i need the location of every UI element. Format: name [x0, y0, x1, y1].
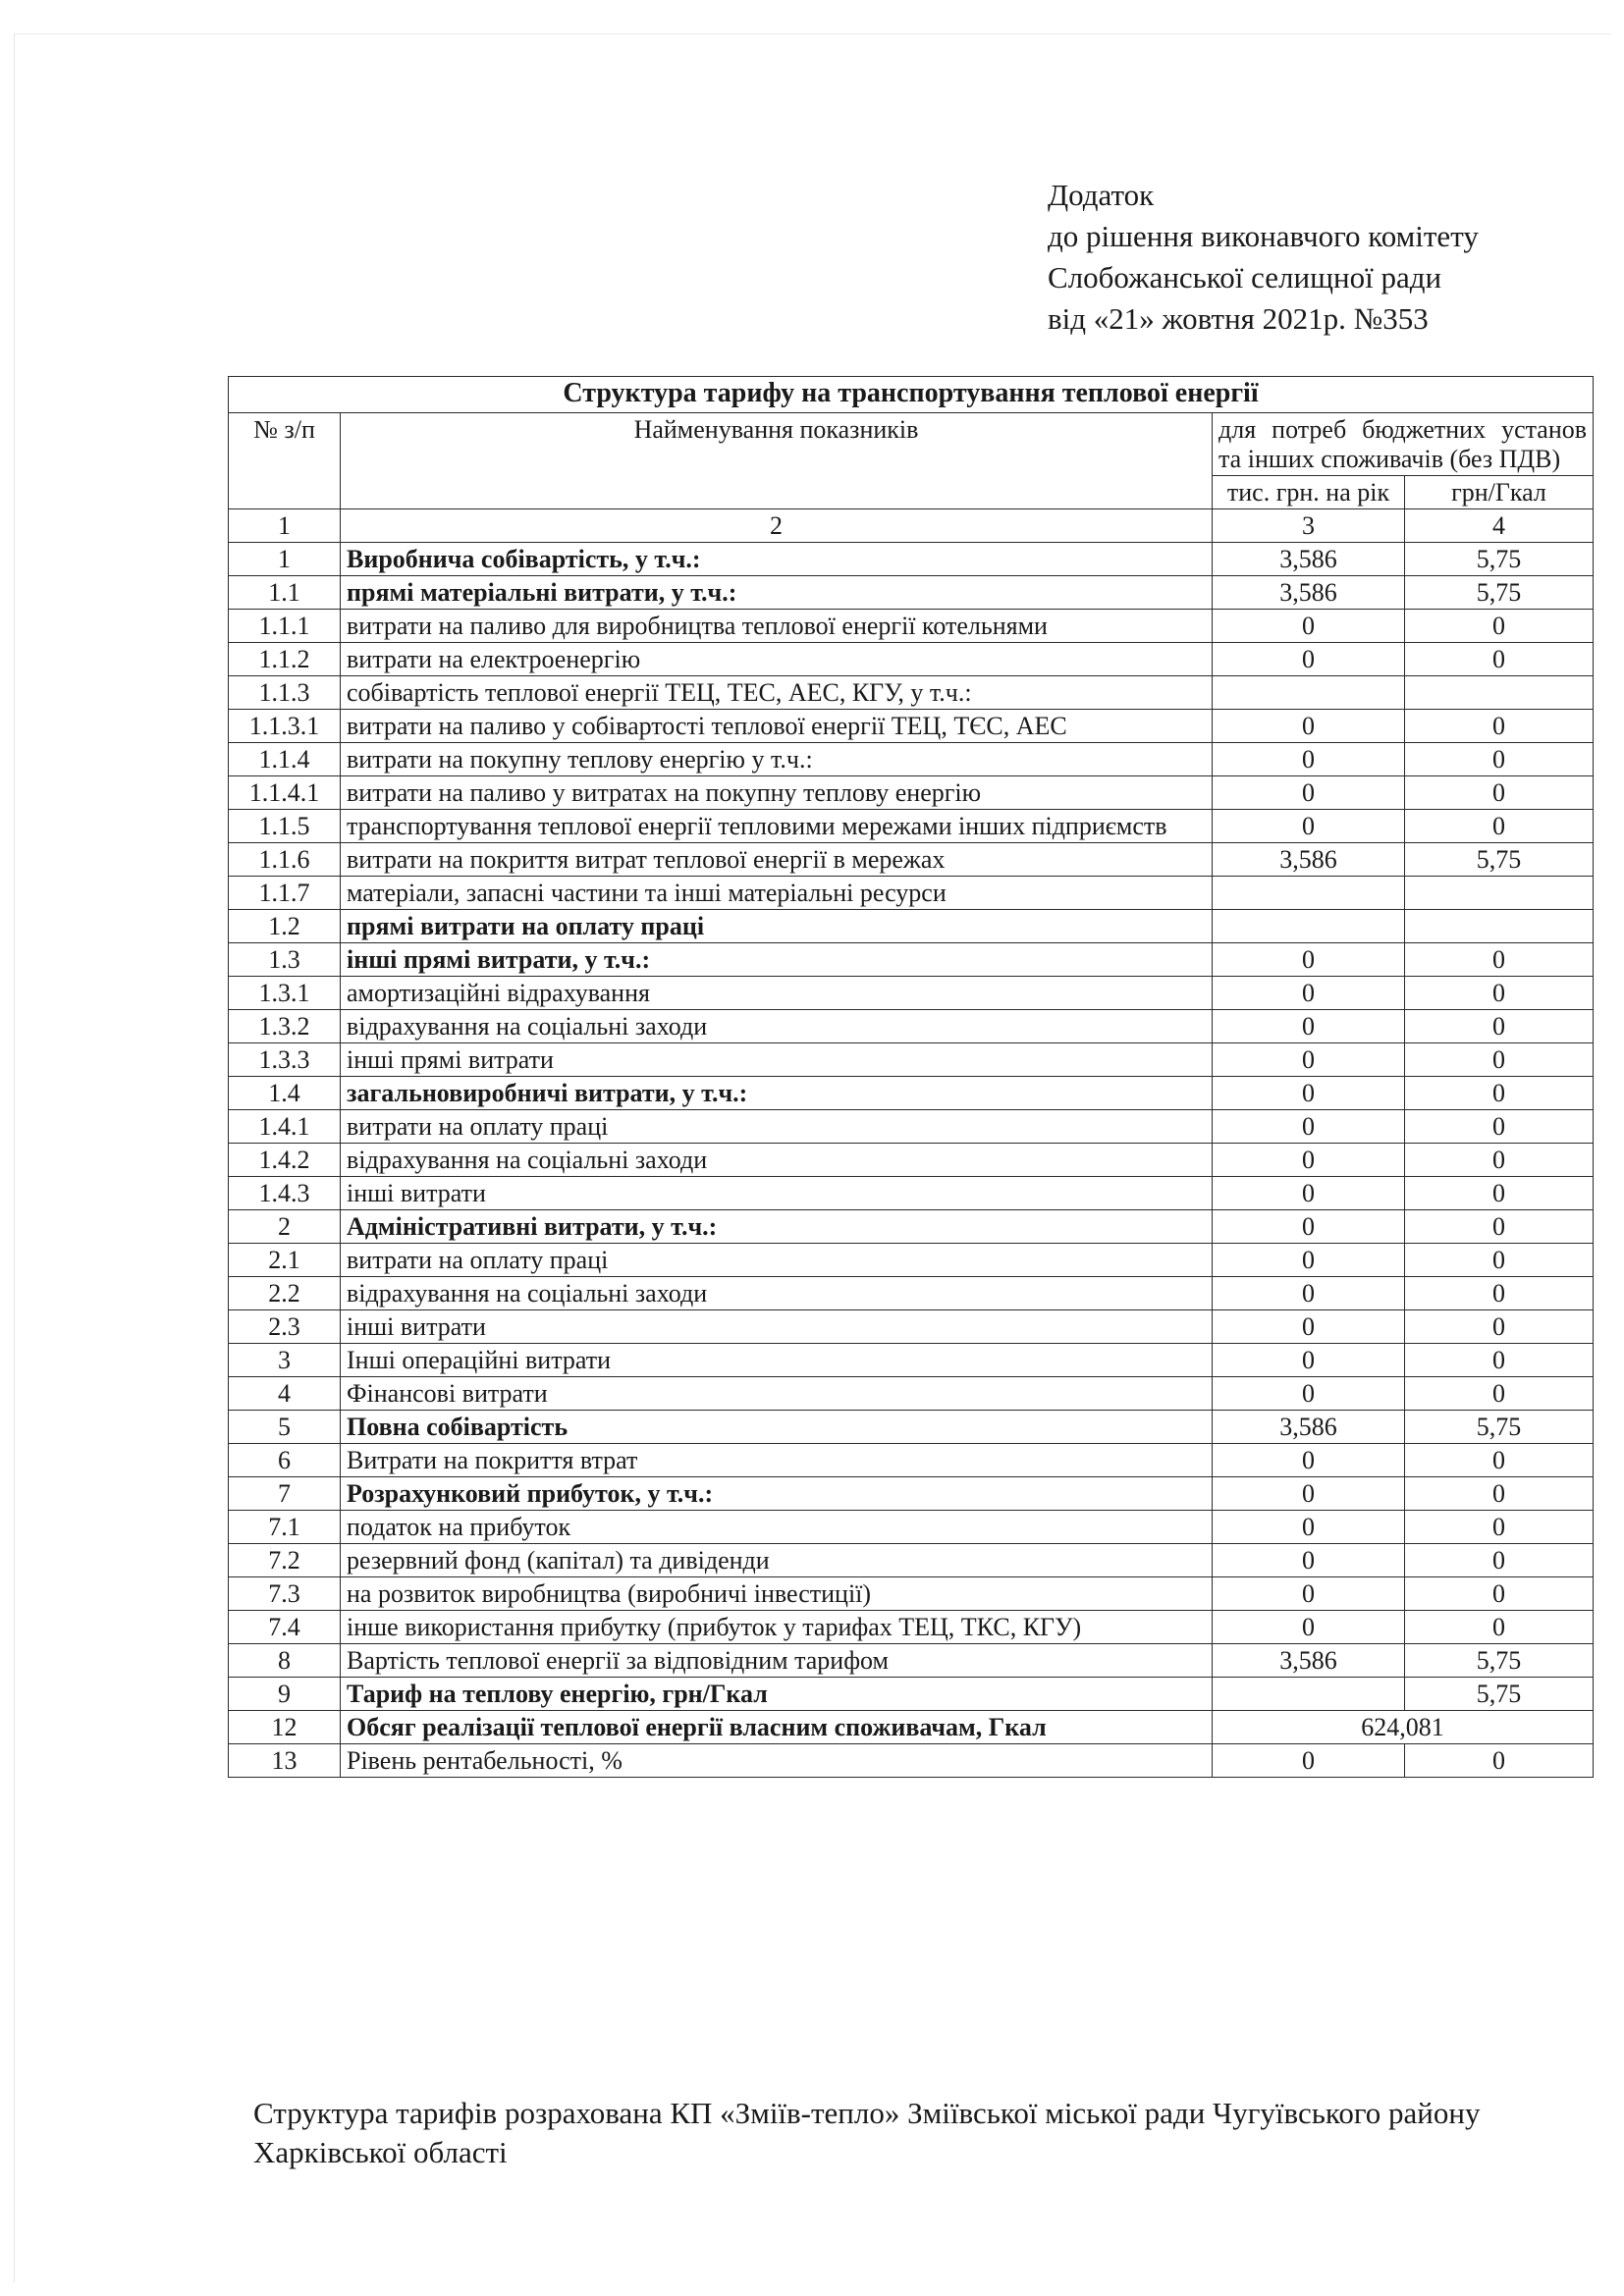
row-number: 12: [229, 1711, 341, 1744]
value-thousand-uah: 0: [1213, 1377, 1405, 1411]
value-uah-per-gcal: 0: [1405, 1511, 1594, 1544]
row-number: 2.2: [229, 1277, 341, 1310]
value-thousand-uah: 3,586: [1213, 843, 1405, 877]
table-row: [229, 1711, 1594, 1744]
value-thousand-uah: [1213, 910, 1405, 943]
value-uah-per-gcal: [1405, 877, 1594, 910]
tariff-structure-table: [228, 376, 1594, 1778]
row-number: 7: [229, 1477, 341, 1511]
row-number: 1.2: [229, 910, 341, 943]
table-row: [229, 576, 1594, 610]
table-header-row: [229, 413, 1594, 476]
value-uah-per-gcal: 0: [1405, 1611, 1594, 1644]
value-thousand-uah: [1213, 676, 1405, 710]
row-number: 1.4: [229, 1077, 341, 1110]
annex-line: Слобожанської селищної ради: [1048, 260, 1442, 294]
value-uah-per-gcal: 0: [1405, 1744, 1594, 1778]
table-row: [229, 877, 1594, 910]
annex-header: [1048, 175, 1479, 340]
row-number: 1.1.1: [229, 610, 341, 643]
value-thousand-uah: 0: [1213, 1144, 1405, 1177]
table-row: [229, 676, 1594, 710]
value-thousand-uah: [1213, 877, 1405, 910]
table-row: [229, 1043, 1594, 1077]
indicator-name: витрати на покриття витрат теплової енергії в мережах: [341, 843, 1213, 877]
column-number: 1: [229, 509, 341, 543]
indicator-name: амортизаційні відрахування: [341, 977, 1213, 1010]
value-uah-per-gcal: 0: [1405, 1010, 1594, 1043]
table-row: [229, 1077, 1594, 1110]
indicator-name: витрати на оплату праці: [341, 1110, 1213, 1144]
table-row: [229, 1377, 1594, 1411]
row-number: 2.1: [229, 1244, 341, 1277]
value-uah-per-gcal: 0: [1405, 776, 1594, 810]
value-thousand-uah: [1213, 1678, 1405, 1711]
value-uah-per-gcal: 0: [1405, 943, 1594, 977]
indicator-name: Рівень рентабельності, %: [341, 1744, 1213, 1778]
value-uah-per-gcal: 0: [1405, 643, 1594, 676]
table-row: [229, 810, 1594, 843]
table-row: [229, 1144, 1594, 1177]
indicator-name: витрати на паливо у собівартості теплової енергії ТЕЦ, ТЄС, АЕС: [341, 710, 1213, 743]
indicator-name: прямі витрати на оплату праці: [341, 910, 1213, 943]
value-uah-per-gcal: 0: [1405, 1277, 1594, 1310]
indicator-name: собівартість теплової енергії ТЕЦ, ТЕС, АЕС, КГУ, у т.ч.:: [341, 676, 1213, 710]
row-number: 1.1.2: [229, 643, 341, 676]
table-row: [229, 1411, 1594, 1444]
indicator-name: витрати на оплату праці: [341, 1244, 1213, 1277]
value-thousand-uah: 0: [1213, 1544, 1405, 1577]
row-number: 1.1.3: [229, 676, 341, 710]
value-thousand-uah: 0: [1213, 810, 1405, 843]
value-uah-per-gcal: 5,75: [1405, 1644, 1594, 1678]
indicator-name: Вартість теплової енергії за відповідним тарифом: [341, 1644, 1213, 1678]
row-number: 1.4.3: [229, 1177, 341, 1210]
value-thousand-uah: 0: [1213, 1511, 1405, 1544]
row-number: 13: [229, 1744, 341, 1778]
indicator-name: Розрахунковий прибуток, у т.ч.:: [341, 1477, 1213, 1511]
value-uah-per-gcal: 0: [1405, 710, 1594, 743]
indicator-name: відрахування на соціальні заходи: [341, 1144, 1213, 1177]
value-thousand-uah: 0: [1213, 977, 1405, 1010]
value-thousand-uah: 0: [1213, 643, 1405, 676]
indicator-name: витрати на електроенергію: [341, 643, 1213, 676]
value-uah-per-gcal: 0: [1405, 1077, 1594, 1110]
column-number: 2: [341, 509, 1213, 543]
value-thousand-uah: 0: [1213, 1210, 1405, 1244]
value-thousand-uah: 0: [1213, 1043, 1405, 1077]
table-row: [229, 776, 1594, 810]
table-row: [229, 843, 1594, 877]
indicator-name: відрахування на соціальні заходи: [341, 1010, 1213, 1043]
row-number: 1.3: [229, 943, 341, 977]
value-thousand-uah: 0: [1213, 743, 1405, 776]
row-number: 4: [229, 1377, 341, 1411]
row-number: 1.3.3: [229, 1043, 341, 1077]
table-row: [229, 977, 1594, 1010]
table-row: [229, 1344, 1594, 1377]
value-uah-per-gcal: [1405, 676, 1594, 710]
value-thousand-uah: 0: [1213, 776, 1405, 810]
value-uah-per-gcal: 0: [1405, 1377, 1594, 1411]
table-row: [229, 1010, 1594, 1043]
annex-date-number: від «21» жовтня 2021р. №353: [1048, 301, 1429, 336]
table-row: [229, 1444, 1594, 1477]
indicator-name: відрахування на соціальні заходи: [341, 1277, 1213, 1310]
value-thousand-uah: 3,586: [1213, 543, 1405, 576]
value-uah-per-gcal: 5,75: [1405, 1411, 1594, 1444]
value-thousand-uah: 0: [1213, 1110, 1405, 1144]
row-number: 8: [229, 1644, 341, 1678]
row-number: 5: [229, 1411, 341, 1444]
value-thousand-uah: 0: [1213, 1744, 1405, 1778]
value-thousand-uah: 0: [1213, 1277, 1405, 1310]
value-uah-per-gcal: 0: [1405, 1043, 1594, 1077]
value-uah-per-gcal: 0: [1405, 1544, 1594, 1577]
row-number: 1.4.1: [229, 1110, 341, 1144]
table-row: [229, 1310, 1594, 1344]
value-thousand-uah: 0: [1213, 1310, 1405, 1344]
value-thousand-uah: 0: [1213, 1344, 1405, 1377]
table-row: [229, 1511, 1594, 1544]
table-row: [229, 1577, 1594, 1611]
header-consumer-group: для потреб бюджетних установ та інших споживачів (без ПДВ): [1213, 413, 1594, 476]
value-uah-per-gcal: 0: [1405, 1110, 1594, 1144]
indicator-name: інші прямі витрати: [341, 1043, 1213, 1077]
table-caption-row: [229, 377, 1594, 413]
row-number: 7.3: [229, 1577, 341, 1611]
value-thousand-uah: 0: [1213, 1477, 1405, 1511]
indicator-name: витрати на покупну теплову енергію у т.ч.:: [341, 743, 1213, 776]
indicator-name: Інші операційні витрати: [341, 1344, 1213, 1377]
header-number: № з/п: [229, 413, 341, 509]
indicator-name: загальновиробничі витрати, у т.ч.:: [341, 1077, 1213, 1110]
sales-volume-value: 624,081: [1213, 1711, 1594, 1744]
indicator-name: прямі матеріальні витрати, у т.ч.:: [341, 576, 1213, 610]
row-number: 7.4: [229, 1611, 341, 1644]
row-number: 1.1: [229, 576, 341, 610]
footer-note: Структура тарифів розрахована КП «Зміїв-тепло» Зміївської міської ради Чугуївського району Харківської області: [253, 2096, 1481, 2169]
table-caption: Структура тарифу на транспортування теплової енергії: [229, 377, 1594, 413]
value-thousand-uah: 0: [1213, 1577, 1405, 1611]
header-thousand-uah-per-year: тис. грн. на рік: [1213, 476, 1405, 509]
indicator-name: інше використання прибутку (прибуток у тарифах ТЕЦ, ТКС, КГУ): [341, 1611, 1213, 1644]
table-row: [229, 1177, 1594, 1210]
indicator-name: Повна собівартість: [341, 1411, 1213, 1444]
indicator-name: Фінансові витрати: [341, 1377, 1213, 1411]
indicator-name: Обсяг реалізації теплової енергії власним споживачам, Гкал: [341, 1711, 1213, 1744]
value-uah-per-gcal: 5,75: [1405, 543, 1594, 576]
table-row: [229, 943, 1594, 977]
indicator-name: транспортування теплової енергії тепловими мережами інших підприємств: [341, 810, 1213, 843]
table-row: [229, 1477, 1594, 1511]
row-number: 1.1.6: [229, 843, 341, 877]
indicator-name: податок на прибуток: [341, 1511, 1213, 1544]
value-uah-per-gcal: 0: [1405, 977, 1594, 1010]
row-number: 1.3.2: [229, 1010, 341, 1043]
header-uah-per-gcal: грн/Гкал: [1405, 476, 1594, 509]
row-number: 1.4.2: [229, 1144, 341, 1177]
value-thousand-uah: 0: [1213, 610, 1405, 643]
table-row: [229, 1644, 1594, 1678]
value-uah-per-gcal: 0: [1405, 810, 1594, 843]
table-row: [229, 1678, 1594, 1711]
row-number: 2: [229, 1210, 341, 1244]
value-uah-per-gcal: 5,75: [1405, 843, 1594, 877]
column-number: 4: [1405, 509, 1594, 543]
value-uah-per-gcal: 5,75: [1405, 1678, 1594, 1711]
value-uah-per-gcal: 0: [1405, 1344, 1594, 1377]
value-uah-per-gcal: 0: [1405, 1310, 1594, 1344]
value-thousand-uah: 0: [1213, 710, 1405, 743]
indicator-name: Витрати на покриття втрат: [341, 1444, 1213, 1477]
value-thousand-uah: 0: [1213, 1611, 1405, 1644]
row-number: 1.3.1: [229, 977, 341, 1010]
value-thousand-uah: 3,586: [1213, 1644, 1405, 1678]
table-row: [229, 1210, 1594, 1244]
table-row: [229, 1244, 1594, 1277]
row-number: 1.1.7: [229, 877, 341, 910]
indicator-name: інші прямі витрати, у т.ч.:: [341, 943, 1213, 977]
value-thousand-uah: 0: [1213, 1077, 1405, 1110]
value-uah-per-gcal: 0: [1405, 1210, 1594, 1244]
value-thousand-uah: 3,586: [1213, 576, 1405, 610]
table-row: [229, 743, 1594, 776]
table-row: [229, 910, 1594, 943]
header-indicator-name: Найменування показників: [341, 413, 1213, 509]
value-uah-per-gcal: 0: [1405, 1244, 1594, 1277]
value-uah-per-gcal: 5,75: [1405, 576, 1594, 610]
row-number: 1.1.3.1: [229, 710, 341, 743]
table-row: [229, 543, 1594, 576]
value-uah-per-gcal: 0: [1405, 743, 1594, 776]
value-uah-per-gcal: 0: [1405, 1477, 1594, 1511]
table-row: [229, 1110, 1594, 1144]
indicator-name: на розвиток виробництва (виробничі інвестиції): [341, 1577, 1213, 1611]
table-row: [229, 1544, 1594, 1577]
indicator-name: витрати на паливо для виробництва теплової енергії котельнями: [341, 610, 1213, 643]
indicator-name: інші витрати: [341, 1310, 1213, 1344]
value-thousand-uah: 0: [1213, 1177, 1405, 1210]
indicator-name: витрати на паливо у витратах на покупну теплову енергію: [341, 776, 1213, 810]
indicator-name: інші витрати: [341, 1177, 1213, 1210]
value-uah-per-gcal: 0: [1405, 1444, 1594, 1477]
value-thousand-uah: 0: [1213, 1244, 1405, 1277]
indicator-name: резервний фонд (капітал) та дивіденди: [341, 1544, 1213, 1577]
value-uah-per-gcal: [1405, 910, 1594, 943]
row-number: 9: [229, 1678, 341, 1711]
row-number: 7.1: [229, 1511, 341, 1544]
value-thousand-uah: 0: [1213, 1010, 1405, 1043]
table-row: [229, 643, 1594, 676]
row-number: 2.3: [229, 1310, 341, 1344]
row-number: 1.1.4: [229, 743, 341, 776]
value-uah-per-gcal: 0: [1405, 1177, 1594, 1210]
table-row: [229, 1744, 1594, 1778]
value-uah-per-gcal: 0: [1405, 610, 1594, 643]
value-uah-per-gcal: 0: [1405, 1577, 1594, 1611]
row-number: 1: [229, 543, 341, 576]
column-numbering-row: [229, 509, 1594, 543]
value-thousand-uah: 3,586: [1213, 1411, 1405, 1444]
row-number: 3: [229, 1344, 341, 1377]
table-row: [229, 1611, 1594, 1644]
indicator-name: Тариф на теплову енергію, грн/Гкал: [341, 1678, 1213, 1711]
indicator-name: матеріали, запасні частини та інші матеріальні ресурси: [341, 877, 1213, 910]
row-number: 6: [229, 1444, 341, 1477]
row-number: 1.1.4.1: [229, 776, 341, 810]
indicator-name: Виробнича собівартість, у т.ч.:: [341, 543, 1213, 576]
table-row: [229, 710, 1594, 743]
table-row: [229, 1277, 1594, 1310]
value-uah-per-gcal: 0: [1405, 1144, 1594, 1177]
value-thousand-uah: 0: [1213, 1444, 1405, 1477]
annex-line: до рішення виконавчого комітету: [1048, 219, 1479, 253]
row-number: 7.2: [229, 1544, 341, 1577]
table-row: [229, 610, 1594, 643]
indicator-name: Адміністративні витрати, у т.ч.:: [341, 1210, 1213, 1244]
column-number: 3: [1213, 509, 1405, 543]
annex-title: Додаток: [1048, 178, 1155, 212]
value-thousand-uah: 0: [1213, 943, 1405, 977]
row-number: 1.1.5: [229, 810, 341, 843]
